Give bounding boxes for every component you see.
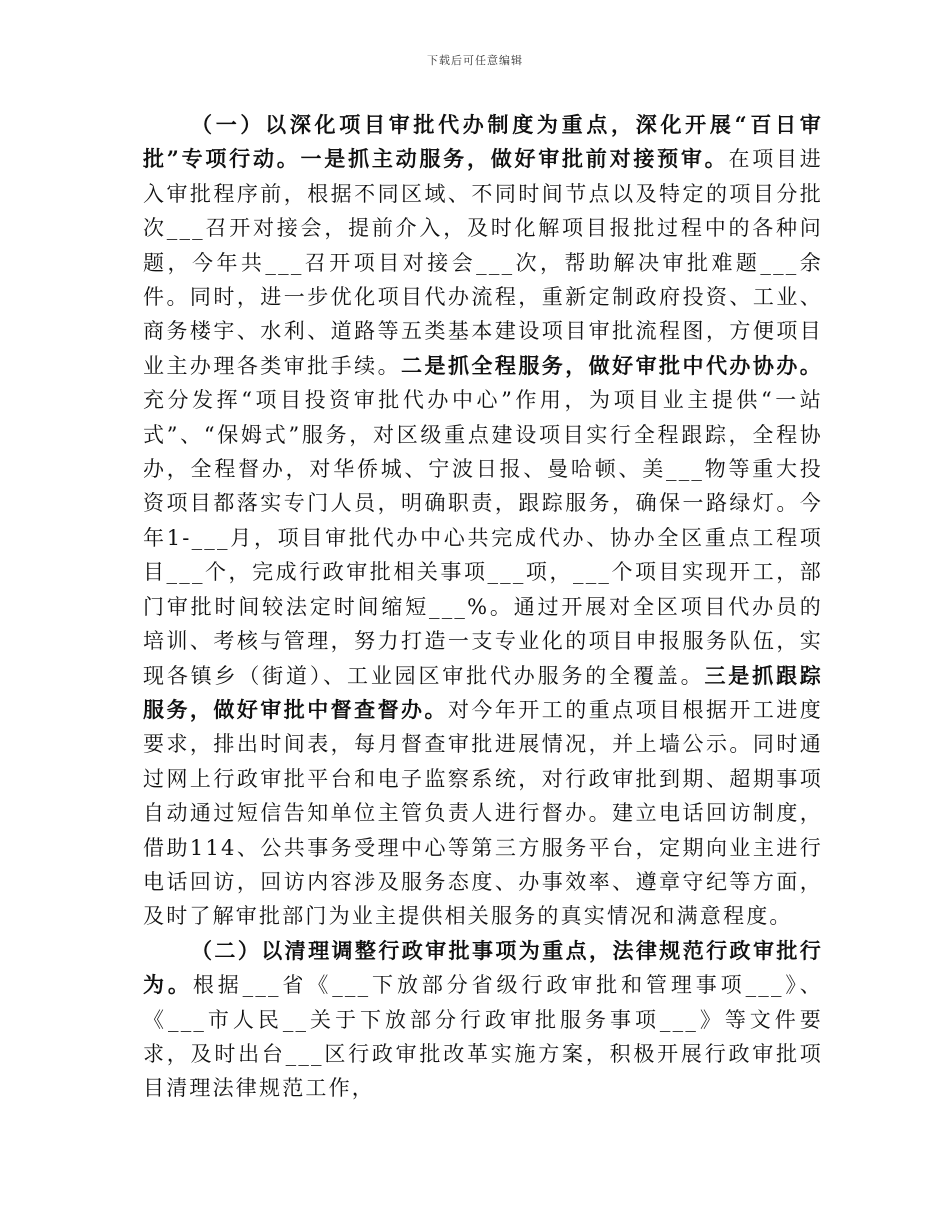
section-1-heading: （一）以深化项目审批代办制度为重点，深化开展“百日审批”专项行动。 [143,112,823,172]
point-1-text: 在项目进入审批程序前，根据不同区域、不同时间节点以及特定的项目分批次___召开对接会，提前介入，及时化解项目报批过程中的各种问题，今年共___召开项目对接会___次，帮助解决审批难题___余件。同时，进一步优化项目代办流程，重新定制政府投资、工业、商务楼宇、水利、道路等五类基本建设项目审批流程图，方便项目业主办理各类审批手续。 [143,147,823,378]
point-3-text: 对今年开工的重点项目根据开工进度要求，排出时间表，每月督查审批进展情况，并上墙公示。同时通过网上行政审批平台和电子监察系统，对行政审批到期、超期事项自动通过短信告知单位主管负责人进行督办。建立电话回访制度，借助114、公共事务受理中心等第三方服务平台，定期向业主进行电话回访，回访内容涉及服务态度、办事效率、遵章守纪等方面，及时了解审批部门为业主提供相关服务的真实情况和满意程度。 [143,697,823,929]
section-2-text: 根据___省《___下放部分省级行政审批和管理事项___》、《___市人民__关于下放部分行政审批服务事项___》等文件要求，及时出台___区行政审批改革实施方案，积极开展行政审批项目清理法律规范工作， [143,973,823,1101]
section-2-paragraph [143,934,823,1106]
point-1-title: 一是抓主动服务，做好审批前对接预审。 [300,146,729,172]
point-2-text: 充分发挥“项目投资审批代办中心”作用，为项目业主提供“一站式”、“保姆式”服务，对区级重点建设项目实行全程跟踪，全程协办，全程督办，对华侨城、宁波日报、曼哈顿、美___物等重大投资项目都落实专门人员，明确职责，跟踪服务，确保一路绿灯。今年1-___月，项目审批代办中心共完成代办、协办全区重点工程项目___个，完成行政审批相关事项___项，___个项目实现开工，部门审批时间较法定时间缩短___%。通过开展对全区项目代办员的培训、考核与管理，努力打造一支专业化的项目申报服务队伍，实现各镇乡（街道）、工业园区审批代办服务的全覆盖。 [143,388,823,688]
document-body [143,108,823,1106]
point-2-title: 二是抓全程服务，做好审批中代办协办。 [401,352,823,378]
point-3-title: 三是抓跟踪服务，做好审批中督查督办。 [143,662,823,722]
section-2-heading: （二）以清理调整行政审批事项为重点，法律规范行政审批行为。 [143,937,823,998]
header-note: 下载后可任意编辑 [427,54,523,67]
section-1-paragraph [143,108,823,934]
